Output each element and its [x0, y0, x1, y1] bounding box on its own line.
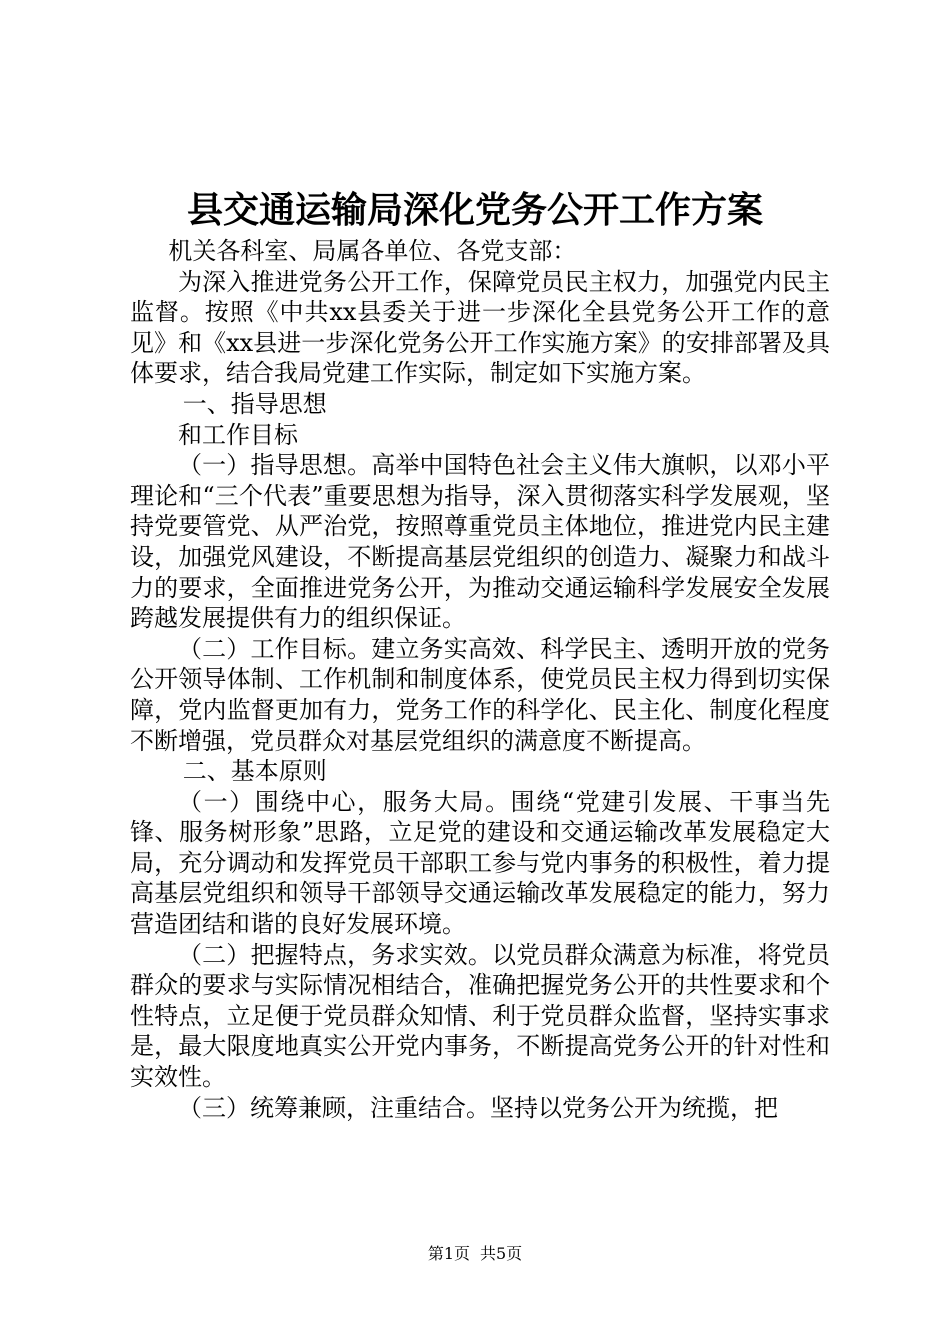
paragraph-principle-1: （一）围绕中心，服务大局。围绕“党建引发展、干事当先锋、服务树形象”思路，立足党的建设和交通运输改革发展稳定大局，充分调动和发挥党员干部职工参与党内事务的积极性，着力提高基层党组织和领导干部领导交通运输改革发展稳定的能力，努力营造团结和谐的良好发展环境。 [130, 787, 830, 939]
paragraph-guiding-ideology: （一）指导思想。高举中国特色社会主义伟大旗帜，以邓小平理论和“三个代表”重要思想为指导，深入贯彻落实科学发展观，坚持党要管党、从严治党，按照尊重党员主体地位，推进党内民主建设，加强党风建设，不断提高基层党组织的创造力、凝聚力和战斗力的要求，全面推进党务公开，为推动交通运输科学发展安全发展跨越发展提供有力的组织保证。 [130, 451, 830, 633]
paragraph-principle-3: （三）统筹兼顾，注重结合。坚持以党务公开为统揽，把 [178, 1093, 778, 1122]
page-number: 第1页 [427, 1244, 470, 1263]
intro-paragraph: 为深入推进党务公开工作，保障党员民主权力，加强党内民主监督。按照《中共xx县委关于进一步深化全县党务公开工作的意见》和《xx县进一步深化党务公开工作实施方案》的安排部署及具体要求，结合我局党建工作实际，制定如下实施方案。 [130, 267, 830, 388]
paragraph-work-goals: （二）工作目标。建立务实高效、科学民主、透明开放的党务公开领导体制、工作机制和制度体系，使党员民主权力得到切实保障，党内监督更加有力，党务工作的科学化、民主化、制度化程度不断增强，党员群众对基层党组织的满意度不断提高。 [130, 634, 830, 755]
document-title: 县交通运输局深化党务公开工作方案 [186, 189, 763, 231]
section-heading-1-continued: 和工作目标 [178, 420, 298, 449]
paragraph-principle-2: （二）把握特点，务求实效。以党员群众满意为标准，将党员群众的要求与实际情况相结合，准确把握党务公开的共性要求和个性特点，立足便于党员群众知情、利于党员群众监督，坚持实事求是，最大限度地真实公开党内事务，不断提高党务公开的针对性和实效性。 [130, 940, 830, 1092]
page-footer [0, 1244, 950, 1264]
page-total: 共5页 [480, 1244, 523, 1263]
salutation: 机关各科室、局属各单位、各党支部： [168, 237, 577, 265]
document-body [130, 236, 830, 1123]
section-heading-2: 二、基本原则 [182, 757, 327, 786]
section-heading-1: 一、指导思想 [182, 389, 327, 418]
